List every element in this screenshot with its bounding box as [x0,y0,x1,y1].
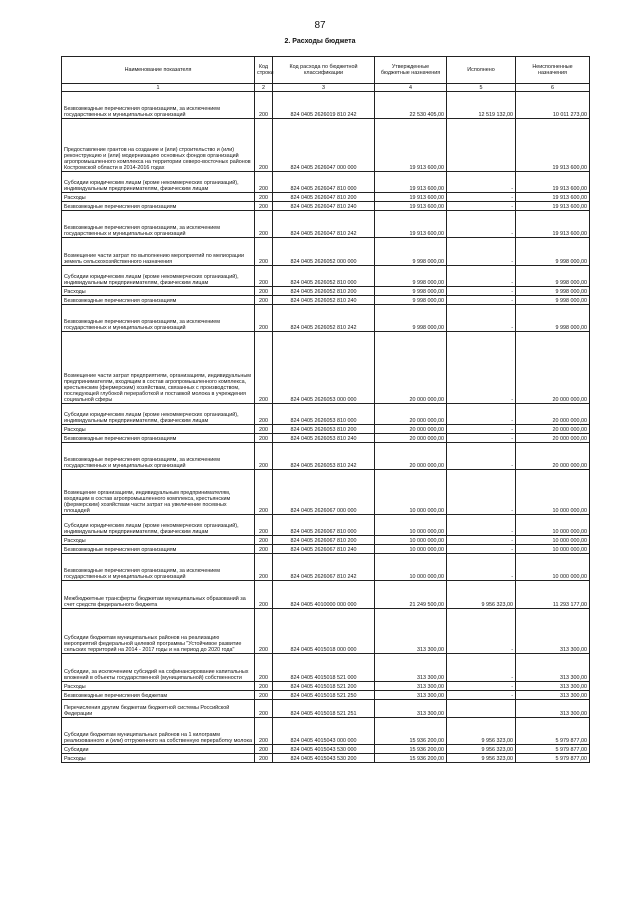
row-budget-code: 824 0405 2626047 810 000 [273,172,375,193]
row-line-code: 200 [255,700,273,718]
row-name: Безвозмездные перечисления организациям, за исключением государственных и муниципальных организаций [62,305,255,332]
table-row [62,470,590,515]
row-unexecuted: 19 913 600,00 [516,211,590,238]
row-approved: 22 530 405,00 [375,92,447,119]
row-name: Субсидии, за исключением субсидий на софинансирование капитальных вложений в объекты государственной (муниципальной) собственности [62,654,255,682]
row-unexecuted: 9 998 000,00 [516,238,590,266]
row-executed: - [447,287,516,296]
table-row [62,609,590,654]
row-name: Предоставление грантов на создание и (или) строительство и (или) реконструкцию и (или) модернизацию основных фондов организаций агропромышленного комплекса на территории северо-восточных районов Костромской области в 2014-2016 годах [62,119,255,172]
row-budget-code: 824 0405 2626067 810 000 [273,515,375,536]
table-row [62,425,590,434]
row-line-code: 200 [255,305,273,332]
row-unexecuted: 9 998 000,00 [516,305,590,332]
row-executed: - [447,654,516,682]
row-approved: 20 000 000,00 [375,404,447,425]
row-executed: 12 519 132,00 [447,92,516,119]
row-executed: - [447,682,516,691]
row-line-code: 200 [255,296,273,305]
row-executed: - [447,238,516,266]
table-row [62,172,590,193]
row-unexecuted: 5 979 877,00 [516,718,590,745]
row-name: Возмещение части затрат предприятиям, организациям, индивидуальным предпринимателям, входящим в состав агропромышленного комплекса, крестьянским (фермерским) хозяйствам, связанных с производством, последующей глубокой переработкой и поставкой молока в учреждения социальной сферы [62,332,255,404]
row-line-code: 200 [255,404,273,425]
table-row [62,193,590,202]
row-name: Безвозмездные перечисления организациям, за исключением государственных и муниципальных организаций [62,92,255,119]
row-approved: 15 936 200,00 [375,718,447,745]
column-number: 1 [62,84,255,92]
row-budget-code: 824 0405 2626067 810 200 [273,536,375,545]
row-unexecuted: 19 913 600,00 [516,119,590,172]
row-approved: 10 000 000,00 [375,554,447,581]
column-number: 2 [255,84,273,92]
row-budget-code: 824 0405 2626047 810 242 [273,211,375,238]
row-name: Расходы [62,425,255,434]
table-row [62,434,590,443]
row-executed: 9 956 323,00 [447,718,516,745]
table-row [62,92,590,119]
header-approved: Утвержденные бюджетные назначения [375,57,447,84]
row-budget-code: 824 0405 4015018 521 251 [273,700,375,718]
row-name: Безвозмездные перечисления организациям [62,296,255,305]
table-row [62,536,590,545]
row-unexecuted: 10 000 000,00 [516,554,590,581]
table-row [62,287,590,296]
row-budget-code: 824 0405 4015043 530 000 [273,745,375,754]
column-number: 6 [516,84,590,92]
row-executed: 9 956 323,00 [447,754,516,763]
row-line-code: 200 [255,238,273,266]
table-row [62,691,590,700]
row-executed: - [447,172,516,193]
row-executed: - [447,202,516,211]
row-line-code: 200 [255,193,273,202]
row-executed: - [447,434,516,443]
row-approved: 10 000 000,00 [375,515,447,536]
row-line-code: 200 [255,536,273,545]
table-row [62,404,590,425]
row-approved: 9 998 000,00 [375,266,447,287]
row-executed: 9 956 323,00 [447,581,516,609]
row-executed: - [447,545,516,554]
section-title: 2. Расходы бюджета [284,38,356,45]
row-name: Перечисления другим бюджетам бюджетной системы Российской Федерации [62,700,255,718]
column-number: 4 [375,84,447,92]
table-row [62,515,590,536]
row-line-code: 200 [255,202,273,211]
row-unexecuted: 19 913 600,00 [516,172,590,193]
row-unexecuted: 10 000 000,00 [516,470,590,515]
row-approved: 19 913 600,00 [375,172,447,193]
row-approved: 20 000 000,00 [375,425,447,434]
row-name: Субсидии юридическим лицам (кроме некоммерческих организаций), индивидуальным предпринимателям, физическим лицам [62,266,255,287]
row-budget-code: 824 0405 2626052 810 200 [273,287,375,296]
row-line-code: 200 [255,745,273,754]
table-row [62,581,590,609]
header-line-code: Код строки [255,57,273,84]
row-executed: - [447,266,516,287]
row-approved: 19 913 600,00 [375,211,447,238]
row-approved: 15 936 200,00 [375,745,447,754]
row-name: Расходы [62,682,255,691]
table-row [62,238,590,266]
row-unexecuted: 313 300,00 [516,682,590,691]
row-unexecuted: 20 000 000,00 [516,443,590,470]
row-approved: 9 998 000,00 [375,305,447,332]
row-unexecuted: 9 998 000,00 [516,296,590,305]
row-budget-code: 824 0405 2626052 000 000 [273,238,375,266]
row-line-code: 200 [255,581,273,609]
table-row [62,266,590,287]
row-line-code: 200 [255,287,273,296]
table-row [62,211,590,238]
row-budget-code: 824 0405 2626053 810 242 [273,443,375,470]
table-row [62,700,590,718]
row-name: Субсидии [62,745,255,754]
row-unexecuted: 20 000 000,00 [516,404,590,425]
row-name: Безвозмездные перечисления организациям, за исключением государственных и муниципальных организаций [62,554,255,581]
row-line-code: 200 [255,92,273,119]
row-name: Возмещение организациям, индивидуальным предпринимателям, входящим в состав агропромышленного комплекса, крестьянским (фермерским) хозяйствам части затрат на увеличение посевных площадей [62,470,255,515]
row-name: Безвозмездные перечисления организациям, за исключением государственных и муниципальных организаций [62,443,255,470]
header-budget-code: Код расхода по бюджетной классификации [273,57,375,84]
row-executed: - [447,554,516,581]
row-approved: 19 913 600,00 [375,119,447,172]
row-executed: - [447,296,516,305]
row-executed: - [447,425,516,434]
row-approved: 9 998 000,00 [375,287,447,296]
row-line-code: 200 [255,119,273,172]
row-line-code: 200 [255,754,273,763]
column-number: 3 [273,84,375,92]
row-name: Расходы [62,193,255,202]
row-budget-code: 824 0405 4015043 530 200 [273,754,375,763]
row-budget-code: 824 0405 2626053 810 200 [273,425,375,434]
row-executed [447,119,516,172]
row-approved: 313 300,00 [375,609,447,654]
row-name: Безвозмездные перечисления бюджетам [62,691,255,700]
row-line-code: 200 [255,172,273,193]
row-budget-code: 824 0405 2626019 810 242 [273,92,375,119]
row-budget-code: 824 0405 4015018 521 250 [273,691,375,700]
row-unexecuted: 9 998 000,00 [516,287,590,296]
row-approved: 9 998 000,00 [375,296,447,305]
table-row [62,296,590,305]
row-name: Безвозмездные перечисления организациям [62,434,255,443]
table-row [62,443,590,470]
row-line-code: 200 [255,691,273,700]
row-line-code: 200 [255,266,273,287]
row-budget-code: 824 0405 4015043 000 000 [273,718,375,745]
table-header-row [62,57,590,84]
table-row [62,332,590,404]
table-row [62,119,590,172]
row-executed: - [447,443,516,470]
row-unexecuted: 9 998 000,00 [516,266,590,287]
header-unexecuted: Неисполненные назначения [516,57,590,84]
row-unexecuted: 10 000 000,00 [516,536,590,545]
row-executed: 9 956 323,00 [447,745,516,754]
row-line-code: 200 [255,425,273,434]
row-executed: - [447,193,516,202]
row-name: Расходы [62,536,255,545]
row-line-code: 200 [255,470,273,515]
row-approved: 20 000 000,00 [375,434,447,443]
row-line-code: 200 [255,515,273,536]
table-row [62,682,590,691]
row-name: Субсидии юридическим лицам (кроме некоммерческих организаций), индивидуальным предпринимателям, физическим лицам [62,404,255,425]
row-line-code: 200 [255,718,273,745]
header-name: Наименование показателя [62,57,255,84]
row-name: Субсидии юридическим лицам (кроме некоммерческих организаций), индивидуальным предпринимателям, физическим лицам [62,515,255,536]
row-budget-code: 824 0405 2626052 810 000 [273,266,375,287]
table-row [62,754,590,763]
table-row [62,202,590,211]
row-unexecuted: 10 000 000,00 [516,515,590,536]
row-budget-code: 824 0405 2626067 810 240 [273,545,375,554]
row-unexecuted: 313 300,00 [516,609,590,654]
row-name: Расходы [62,287,255,296]
row-executed: - [447,691,516,700]
row-unexecuted: 313 300,00 [516,691,590,700]
row-approved: 15 936 200,00 [375,754,447,763]
table-body [62,92,590,763]
row-budget-code: 824 0405 2626047 000 000 [273,119,375,172]
row-executed: - [447,404,516,425]
row-budget-code: 824 0405 2626052 810 242 [273,305,375,332]
row-unexecuted: 20 000 000,00 [516,434,590,443]
table-row [62,554,590,581]
table-row [62,305,590,332]
row-unexecuted: 10 000 000,00 [516,545,590,554]
column-number-row [62,84,590,92]
row-approved: 10 000 000,00 [375,545,447,554]
row-approved: 313 300,00 [375,654,447,682]
row-executed: - [447,305,516,332]
row-name: Субсидии юридическим лицам (кроме некоммерческих организаций), индивидуальным предпринимателям, физическим лицам [62,172,255,193]
row-budget-code: 824 0405 2626047 810 200 [273,193,375,202]
row-executed: - [447,332,516,404]
row-approved: 20 000 000,00 [375,332,447,404]
row-line-code: 200 [255,434,273,443]
row-name: Возмещение части затрат по выполнению мероприятий по мелиорации земель сельскохозяйственного назначения [62,238,255,266]
row-unexecuted: 11 293 177,00 [516,581,590,609]
row-executed: - [447,609,516,654]
row-name: Безвозмездные перечисления организациям [62,545,255,554]
row-line-code: 200 [255,443,273,470]
row-line-code: 200 [255,682,273,691]
row-unexecuted: 313 300,00 [516,654,590,682]
page-number: 87 [314,20,326,31]
row-name: Безвозмездные перечисления организациям, за исключением государственных и муниципальных организаций [62,211,255,238]
row-unexecuted: 19 913 600,00 [516,202,590,211]
row-name: Расходы [62,754,255,763]
row-name: Субсидии бюджетам муниципальных районов на 1 килограмм реализованного и (или) отгруженного на собственную переработку молока [62,718,255,745]
row-executed: - [447,470,516,515]
row-name: Субсидии бюджетам муниципальных районов на реализацию мероприятий федеральной целевой программы "Устойчивое развитие сельских территорий на 2014 - 2017 годы и на период до 2020 года" [62,609,255,654]
row-budget-code: 824 0405 2626053 810 000 [273,404,375,425]
row-budget-code: 824 0405 4015018 521 200 [273,682,375,691]
column-number: 5 [447,84,516,92]
row-approved: 21 249 500,00 [375,581,447,609]
row-executed: - [447,536,516,545]
row-budget-code: 824 0405 2626067 000 000 [273,470,375,515]
row-unexecuted: 10 011 273,00 [516,92,590,119]
row-name: Безвозмездные перечисления организациям [62,202,255,211]
table-row [62,745,590,754]
row-approved: 19 913 600,00 [375,202,447,211]
row-budget-code: 824 0405 4015018 000 000 [273,609,375,654]
table-row [62,545,590,554]
row-budget-code: 824 0405 2626047 810 240 [273,202,375,211]
row-budget-code: 824 0405 4015018 521 000 [273,654,375,682]
row-approved: 10 000 000,00 [375,536,447,545]
row-line-code: 200 [255,554,273,581]
row-unexecuted: 20 000 000,00 [516,332,590,404]
table-row [62,718,590,745]
row-executed [447,700,516,718]
row-approved: 313 300,00 [375,700,447,718]
row-unexecuted: 19 913 600,00 [516,193,590,202]
row-unexecuted: 313 300,00 [516,700,590,718]
row-approved: 313 300,00 [375,682,447,691]
row-executed: - [447,211,516,238]
row-budget-code: 824 0405 2626052 810 240 [273,296,375,305]
row-executed: - [447,515,516,536]
row-unexecuted: 5 979 877,00 [516,754,590,763]
row-budget-code: 824 0405 4010000 000 000 [273,581,375,609]
row-approved: 313 300,00 [375,691,447,700]
row-line-code: 200 [255,211,273,238]
row-approved: 10 000 000,00 [375,470,447,515]
expenses-table [61,56,590,763]
row-line-code: 200 [255,332,273,404]
row-line-code: 200 [255,545,273,554]
row-budget-code: 824 0405 2626053 810 240 [273,434,375,443]
header-executed: Исполнено [447,57,516,84]
row-budget-code: 824 0405 2626053 000 000 [273,332,375,404]
table-row [62,654,590,682]
row-unexecuted: 20 000 000,00 [516,425,590,434]
row-approved: 19 913 600,00 [375,193,447,202]
row-name: Межбюджетные трансферты бюджетам муниципальных образований за счет средств федерального бюджета [62,581,255,609]
row-approved: 20 000 000,00 [375,443,447,470]
row-line-code: 200 [255,654,273,682]
row-line-code: 200 [255,609,273,654]
row-budget-code: 824 0405 2626067 810 242 [273,554,375,581]
row-unexecuted: 5 979 877,00 [516,745,590,754]
row-approved: 9 998 000,00 [375,238,447,266]
